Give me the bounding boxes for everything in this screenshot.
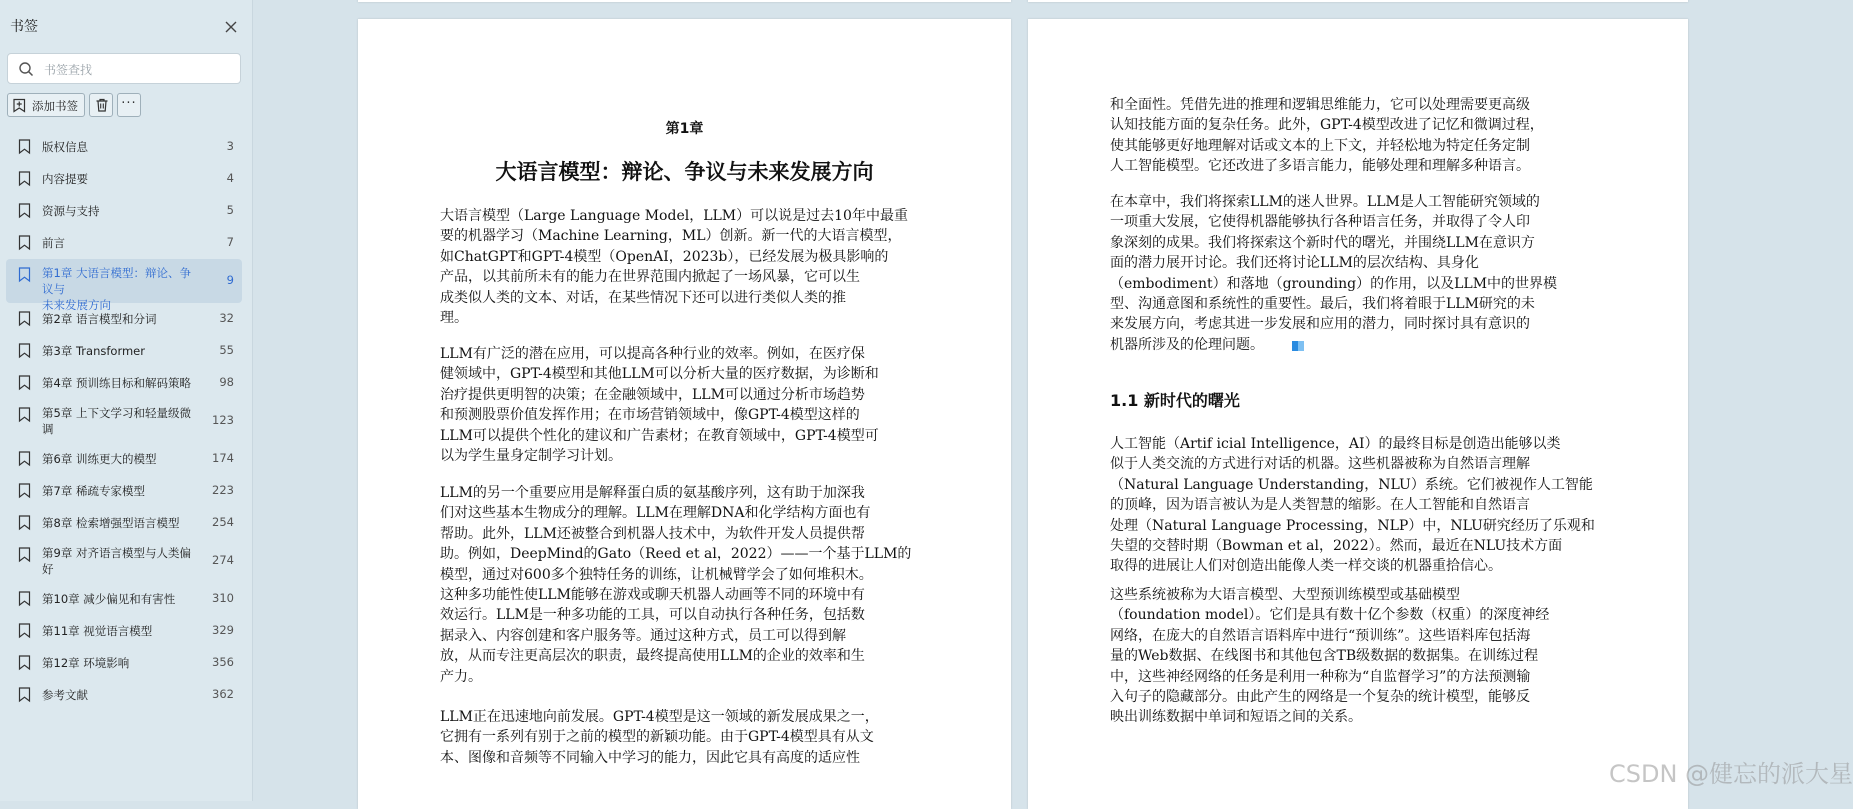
bookmark-sidebar xyxy=(0,0,253,801)
bookmark-icon xyxy=(18,483,31,498)
bookmark-label: 第6章 训练更大的模型 xyxy=(42,452,157,466)
bookmark-icon xyxy=(18,235,31,250)
bookmark-icon xyxy=(18,343,31,358)
bookmark-item[interactable] xyxy=(6,647,242,679)
text-line: 映出训练数据中单词和短语之间的关系。 xyxy=(1110,709,1362,726)
add-bookmark-button[interactable] xyxy=(7,93,85,117)
text-line: 理。 xyxy=(440,310,468,327)
bookmark-label: 第1章 大语言模型：辩论、争议与 未来发展方向 xyxy=(42,266,191,312)
chapter-number: 第1章 xyxy=(665,121,704,137)
bookmark-item[interactable] xyxy=(6,615,242,647)
bookmark-label: 第10章 减少偏见和有害性 xyxy=(42,592,176,606)
bookmark-label: 前言 xyxy=(42,236,65,250)
paragraph xyxy=(440,483,911,687)
text-line: 产力。 xyxy=(440,668,482,685)
paragraph xyxy=(440,707,879,768)
bookmark-item[interactable] xyxy=(6,335,242,367)
bookmark-page-number: 123 xyxy=(212,413,234,427)
bookmark-page-number: 55 xyxy=(219,343,234,357)
bookmark-label: 第11章 视觉语言模型 xyxy=(42,624,153,638)
bookmark-page-number: 4 xyxy=(226,171,234,185)
bookmark-item[interactable] xyxy=(6,399,242,443)
text-line: 放，从而专注更高层次的职责，最终提高使用LLM的企业的效率和生 xyxy=(440,648,865,665)
section-heading: 1.1 新时代的曙光 xyxy=(1110,391,1240,410)
bookmark-page-number: 7 xyxy=(226,235,234,249)
bookmark-label: 第4章 预训练目标和解码策略 xyxy=(42,376,191,390)
text-line: 认知技能方面的复杂任务。此外，GPT-4模型改进了记忆和微调过程， xyxy=(1110,117,1544,134)
text-line: 和全面性。凭借先进的推理和逻辑思维能力，它可以处理需要更高级 xyxy=(1110,97,1530,113)
text-line: （Natural Language Understanding，NLU）系统。它们被视作人工智能 xyxy=(1110,476,1593,493)
bookmark-item[interactable] xyxy=(6,303,242,335)
bookmark-icon xyxy=(18,623,31,638)
text-line: 来发展方向，考虑其进一步发展和应用的潜力，同时探讨具有意识的 xyxy=(1110,316,1530,333)
bookmark-icon xyxy=(18,375,31,390)
document-page-right xyxy=(1028,19,1688,809)
bookmark-icon xyxy=(18,451,31,466)
text-line: LLM正在迅速地向前发展。GPT-4模型是这一领域的新发展成果之一， xyxy=(440,709,879,725)
text-line: 机器所涉及的伦理问题。 xyxy=(1110,336,1264,353)
text-line: 和预测股票价值发挥作用；在市场营销领域中，像GPT-4模型这样的 xyxy=(440,407,860,424)
bookmark-item[interactable] xyxy=(6,163,242,195)
watermark: CSDN @健忘的派大星 xyxy=(1609,760,1853,788)
text-line: 的顶峰，因为语言被认为是人类智慧的缩影。在人工智能和自然语言 xyxy=(1110,497,1530,514)
text-line: 大语言模型（Large Language Model，LLM）可以说是过去10年中最重 xyxy=(440,208,908,224)
bookmark-item[interactable] xyxy=(6,507,242,539)
bookmark-label: 第12章 环境影响 xyxy=(42,656,130,670)
bookmark-search-box[interactable] xyxy=(7,53,241,84)
paragraph xyxy=(1110,434,1595,577)
bookmark-icon xyxy=(18,171,31,186)
text-line: 中，这些神经网络的任务是利用一种称为“自监督学习”的方法预测输 xyxy=(1110,668,1531,685)
text-line: LLM有广泛的潜在应用，可以提高各种行业的效率。例如，在医疗保 xyxy=(440,346,865,362)
text-line: 效运行。LLM是一种多功能的工具，可以自动执行各种任务，包括数 xyxy=(440,607,865,624)
bookmark-label: 参考文献 xyxy=(42,688,88,702)
text-line: 成类似人类的文本、对话，在某些情况下还可以进行类似人类的推 xyxy=(440,289,846,306)
bookmark-item[interactable] xyxy=(6,259,242,312)
bookmark-label: 内容提要 xyxy=(42,172,88,186)
document-viewer[interactable] xyxy=(253,0,1853,801)
text-line: 网络，在庞大的自然语言语料库中进行“预训练”。这些语料库包括海 xyxy=(1110,627,1531,644)
bookmark-icon xyxy=(18,267,31,282)
search-icon xyxy=(18,61,34,77)
text-line: 量的Web数据、在线图书和其他包含TB级数据的数据集。在训练过程 xyxy=(1110,648,1539,665)
previous-page-edge xyxy=(1028,0,1688,2)
bookmark-list xyxy=(6,131,242,711)
bookmark-item[interactable] xyxy=(6,195,242,227)
text-line: 要的机器学习（Machine Learning，ML）创新。新一代的大语言模型， xyxy=(440,228,902,245)
bookmark-label: 第5章 上下文学习和轻量级微 调 xyxy=(42,406,191,436)
bookmark-item[interactable] xyxy=(6,131,242,163)
text-line: 它拥有一系列有别于之前的模型的新颖功能。由于GPT-4模型具有从文 xyxy=(440,729,874,746)
bookmark-page-number: 329 xyxy=(212,623,234,637)
bookmark-icon xyxy=(18,687,31,702)
text-line: 帮助。此外，LLM还被整合到机器人技术中，为软件开发人员提供帮 xyxy=(440,525,865,542)
previous-page-edge xyxy=(358,0,1011,2)
text-line: 失望的交替时期（Bowman et al，2022）。然而，最近在NLU技术方面 xyxy=(1110,538,1563,555)
text-line: 健领域中，GPT-4模型和其他LLM可以分析大量的医疗数据，为诊断和 xyxy=(440,366,879,383)
bookmark-page-number: 5 xyxy=(226,203,234,217)
text-line: 型、沟通意图和系统性的重要性。最后，我们将着眼于LLM研究的未 xyxy=(1110,296,1535,313)
add-bookmark-label: 添加书签 xyxy=(32,99,78,113)
add-bookmark-icon xyxy=(12,98,27,113)
text-line: 本、图像和音频等不同输入中学习的能力，因此它具有高度的适应性 xyxy=(440,749,860,766)
text-line: 象深刻的成果。我们将探索这个新时代的曙光，并围绕LLM在意识方 xyxy=(1110,234,1535,251)
sidebar-header xyxy=(10,16,242,38)
bookmark-item[interactable] xyxy=(6,539,242,583)
bookmark-icon xyxy=(18,139,31,154)
more-icon: ··· xyxy=(121,96,137,111)
bookmark-label: 第3章 Transformer xyxy=(42,344,145,358)
bookmark-item[interactable] xyxy=(6,367,242,399)
text-line: 在本章中，我们将探索LLM的迷人世界。LLM是人工智能研究领域的 xyxy=(1110,194,1540,210)
bookmark-label: 第9章 对齐语言模型与人类偏 好 xyxy=(42,546,191,576)
close-icon[interactable] xyxy=(222,18,240,36)
bookmark-icon xyxy=(18,591,31,606)
bookmark-page-number: 32 xyxy=(219,311,234,325)
bookmark-icon xyxy=(18,203,31,218)
bookmark-label: 版权信息 xyxy=(42,140,88,154)
text-line: 据录入、内容创建和客户服务等。通过这种方式，员工可以得到解 xyxy=(440,627,846,644)
paragraph xyxy=(440,206,908,328)
text-line: 们对这些基本生物成分的理解。LLM在理解DNA和化学结构方面也有 xyxy=(440,505,871,522)
text-line: 取得的进展让人们对创造出能像人类一样交谈的机器重拾信心。 xyxy=(1110,558,1502,575)
text-line: 这种多功能性使LLM能够在游戏或聊天机器人动画等不同的环境中有 xyxy=(440,587,865,604)
bookmark-page-number: 9 xyxy=(226,273,234,287)
text-line: （embodiment）和落地（grounding）的作用，以及LLM中的世界模 xyxy=(1110,275,1558,292)
text-line: 产品，以其前所未有的能力在世界范围内掀起了一场风暴，它可以生 xyxy=(440,269,860,286)
text-line: 使其能够更好地理解对话或文本的上下文，并轻松地为特定任务定制 xyxy=(1110,137,1530,154)
more-options-button[interactable] xyxy=(117,93,141,117)
text-line: 以为学生量身定制学习计划。 xyxy=(440,448,622,465)
text-line: 处理（Natural Language Processing，NLP）中，NLU研究经历了乐观和 xyxy=(1110,517,1595,534)
text-line: 如ChatGPT和GPT-4模型（OpenAI，2023b），已经发展为极具影响的 xyxy=(440,248,889,265)
bookmark-page-number: 356 xyxy=(212,655,234,669)
text-line: 入句子的隐藏部分。由此产生的网络是一个复杂的统计模型，能够反 xyxy=(1110,689,1530,706)
bookmark-icon xyxy=(18,515,31,530)
bookmark-item[interactable] xyxy=(6,443,242,475)
paragraph xyxy=(440,344,879,466)
text-line: 这些系统被称为大语言模型、大型预训练模型或基础模型 xyxy=(1110,587,1460,603)
bookmark-icon xyxy=(18,407,31,422)
bookmark-page-number: 362 xyxy=(212,687,234,701)
text-line: 助。例如，DeepMind的Gato（Reed et al，2022）——一个基于LLM的 xyxy=(440,546,912,563)
bookmark-label: 第7章 稀疏专家模型 xyxy=(42,484,145,498)
bookmark-search-input[interactable] xyxy=(42,59,236,80)
delete-bookmark-button[interactable] xyxy=(89,93,113,117)
bookmark-item[interactable] xyxy=(6,583,242,615)
bookmark-icon xyxy=(18,311,31,326)
bookmark-page-number: 223 xyxy=(212,483,234,497)
bookmark-page-number: 3 xyxy=(226,139,234,153)
text-line: 似于人类交流的方式进行对话的机器。这些机器被称为自然语言理解 xyxy=(1110,456,1530,473)
text-line: 一项重大发展，它使得机器能够执行各种语言任务，并取得了令人印 xyxy=(1110,214,1530,231)
bookmark-page-number: 174 xyxy=(212,451,234,465)
bookmark-label: 资源与支持 xyxy=(42,204,100,218)
paragraph xyxy=(1110,95,1544,177)
text-line: LLM可以提供个性化的建议和广告素材；在教育领域中，GPT-4模型可 xyxy=(440,427,879,444)
text-line: （foundation model）。它们是具有数十亿个参数（权重）的深度神经 xyxy=(1110,607,1550,624)
document-page-left xyxy=(358,19,1011,809)
text-line: 治疗提供更明智的决策；在金融领域中，LLM可以通过分析市场趋势 xyxy=(440,386,865,403)
bookmark-page-number: 254 xyxy=(212,515,234,529)
text-line: 人工智能（Artif icial Intelligence，AI）的最终目标是创造出能够以类 xyxy=(1110,436,1561,452)
text-line: 面的潜力展开讨论。我们还将讨论LLM的层次结构、具身化 xyxy=(1110,255,1479,272)
bookmark-item[interactable] xyxy=(6,227,242,259)
bookmark-icon xyxy=(18,655,31,670)
text-line: 模型，通过对600多个独特任务的训练，让机械臂学会了如何堆积木。 xyxy=(440,566,873,583)
chapter-title: 大语言模型：辩论、争议与未来发展方向 xyxy=(495,160,874,184)
bookmark-item[interactable] xyxy=(6,475,242,507)
bookmark-icon xyxy=(18,547,31,562)
text-line: 人工智能模型。它还改进了多语言能力，能够处理和理解多种语言。 xyxy=(1110,158,1530,175)
bookmark-label: 第8章 检索增强型语言模型 xyxy=(42,516,180,530)
annotation-marker-icon[interactable] xyxy=(1292,341,1304,351)
trash-icon xyxy=(94,97,110,113)
sidebar-title: 书签 xyxy=(10,19,38,35)
paragraph xyxy=(1110,192,1557,355)
paragraph xyxy=(1110,585,1549,728)
bookmark-page-number: 274 xyxy=(212,553,234,567)
bookmark-page-number: 310 xyxy=(212,591,234,605)
bookmark-page-number: 98 xyxy=(219,375,234,389)
text-line: LLM的另一个重要应用是解释蛋白质的氨基酸序列，这有助于加深我 xyxy=(440,485,865,501)
bookmark-label: 第2章 语言模型和分词 xyxy=(42,312,157,326)
bookmark-item[interactable] xyxy=(6,679,242,711)
